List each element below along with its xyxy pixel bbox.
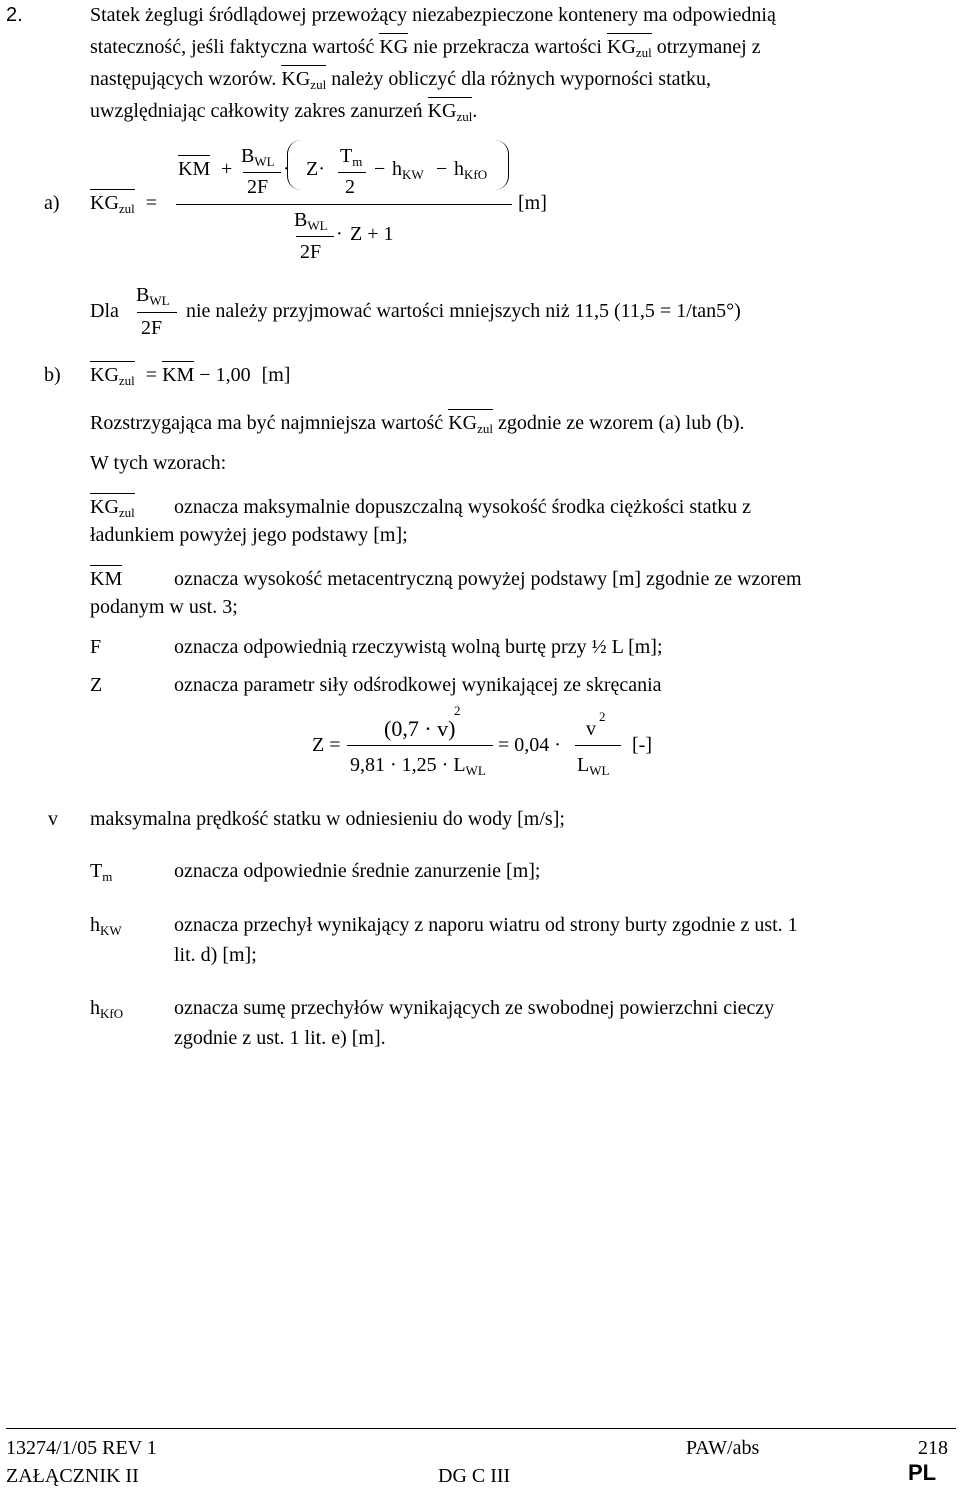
footer-lang: PL (908, 1460, 937, 1485)
footer-initials: PAW/abs (686, 1437, 760, 1459)
def-kgzul-desc-2: ładunkiem powyżej jego podstawy [m]; (90, 524, 408, 546)
formula-a-lhs: $KG_{zul}$ = (90, 188, 157, 218)
h-kw: $h_{KW}$ (392, 158, 424, 182)
two-f: 2F (247, 176, 269, 198)
kg-symbol: KG (379, 32, 408, 62)
footer-page-number: 218 (918, 1437, 948, 1459)
def-v-symbol: v (48, 808, 58, 830)
intro-text: nie przekracza wartości (413, 36, 602, 58)
def-hkfo-symbol: $h_{KfO}$ (90, 997, 124, 1021)
h-kfo: $h_{KfO}$ (454, 158, 488, 182)
tm-num: $T_m$ (340, 145, 363, 169)
formula-z-lwl: $L_{WL}$ (577, 754, 610, 778)
intro-line-4: uwzględniając całkowity zakres zanurzeń $KG_{zul}$. (90, 96, 477, 126)
kg-zul-symbol: $KG_{zul}$ (281, 64, 326, 94)
intro-text: należy obliczyć dla różnych wyporności statku, (331, 68, 712, 90)
b-wl-den: $B_{WL}$ (294, 209, 328, 233)
def-f-desc: oznacza odpowiednią rzeczywistą wolną burtę przy ½ L [m]; (174, 636, 663, 658)
intro-text: następujących wzorów. (90, 68, 277, 90)
unit-a: [m] (518, 192, 547, 214)
intro-text: otrzymanej z (656, 36, 761, 58)
b-wl-num: $B_{WL}$ (241, 145, 275, 169)
formula-b: $KG_{zul}$ = KM − 1,00 [m] (90, 360, 290, 390)
def-kgzul-symbol: $KG_{zul}$ (90, 492, 135, 522)
def-kgzul-desc: oznacza maksymalnie dopuszczalną wysokość środka ciężkości statku z (174, 496, 752, 518)
w-tych-heading: W tych wzorach: (90, 452, 227, 474)
def-f-symbol: F (90, 636, 102, 658)
formula-b-label: b) (44, 364, 61, 386)
footer-doc-ref: 13274/1/05 REV 1 (6, 1437, 157, 1459)
kg-zul-symbol: $KG_{zul}$ (607, 32, 652, 62)
formula-z-den: $9,81 \cdot 1,25 \cdot L_{WL}$ (350, 754, 486, 778)
def-km-symbol: KM (90, 564, 122, 594)
dla-text: nie należy przyjmować wartości mniejszych niż 11,5 (11,5 = 1/tan5°) (186, 300, 741, 322)
def-km-desc: oznacza wysokość metacentryczną powyżej podstawy [m] zgodnie ze wzorem (174, 568, 802, 590)
formula-z-unit: [-] (632, 734, 652, 756)
intro-text: stateczność, jeśli faktyczna wartość (90, 36, 375, 58)
intro-line-3 (90, 64, 711, 94)
z-symbol: Z· (306, 158, 325, 180)
z-plus-1: Z + 1 (350, 223, 394, 245)
plus-sign: + (221, 158, 233, 180)
def-hkw-desc-2: lit. d) [m]; (174, 944, 257, 966)
def-z-symbol: Z (90, 674, 103, 696)
def-v-desc: maksymalna prędkość statku w odniesieniu do wody [m/s]; (90, 808, 565, 830)
item-number: 2. (6, 4, 23, 26)
def-hkfo-desc-2: zgodnie z ust. 1 lit. e) [m]. (174, 1027, 386, 1049)
intro-text: uwzględniając całkowity zakres zanurzeń (90, 100, 423, 122)
formula-z-num: (0,7 · v) (384, 716, 456, 741)
formula-a-label: a) (44, 192, 60, 214)
numerator-km: KM (178, 154, 210, 184)
rozstrzyg-line: Rozstrzygająca ma być najmniejsza wartość $KG_{zul}$ zgodnie ze wzorem (a) lub (b). (90, 408, 745, 438)
footer-dg: DG C III (438, 1465, 511, 1487)
def-hkw-desc: oznacza przechył wynikający z naporu wiatru od strony burty zgodnie z ust. 1 (174, 914, 798, 936)
dla-b-wl: $B_{WL}$ (136, 284, 170, 308)
def-hkfo-desc: oznacza sumę przechyłów wynikających ze swobodnej powierzchni cieczy (174, 997, 775, 1019)
def-tm-desc: oznacza odpowiednie średnie zanurzenie [m]; (174, 860, 541, 882)
def-hkw-symbol: $h_{KW}$ (90, 914, 122, 938)
def-km-desc-2: podanym w ust. 3; (90, 596, 238, 618)
formula-z-lhs: Z = (312, 734, 341, 756)
def-tm-symbol: $T_m$ (90, 860, 113, 884)
intro-line-2 (90, 32, 761, 62)
formula-z-v2: v (586, 718, 596, 740)
def-z-desc: oznacza parametr siły odśrodkowej wynikającej ze skręcania (174, 674, 662, 696)
kg-zul-symbol: $KG_{zul}$ (428, 96, 473, 126)
footer-rule (6, 1428, 956, 1429)
intro-line-1: Statek żeglugi śródlądowej przewożący niezabezpieczone kontenery ma odpowiednią (90, 4, 776, 26)
formula-z-coef: = 0,04 · (498, 734, 561, 756)
dla-word: Dla (90, 300, 119, 322)
footer-annex: ZAŁĄCZNIK II (6, 1465, 139, 1487)
